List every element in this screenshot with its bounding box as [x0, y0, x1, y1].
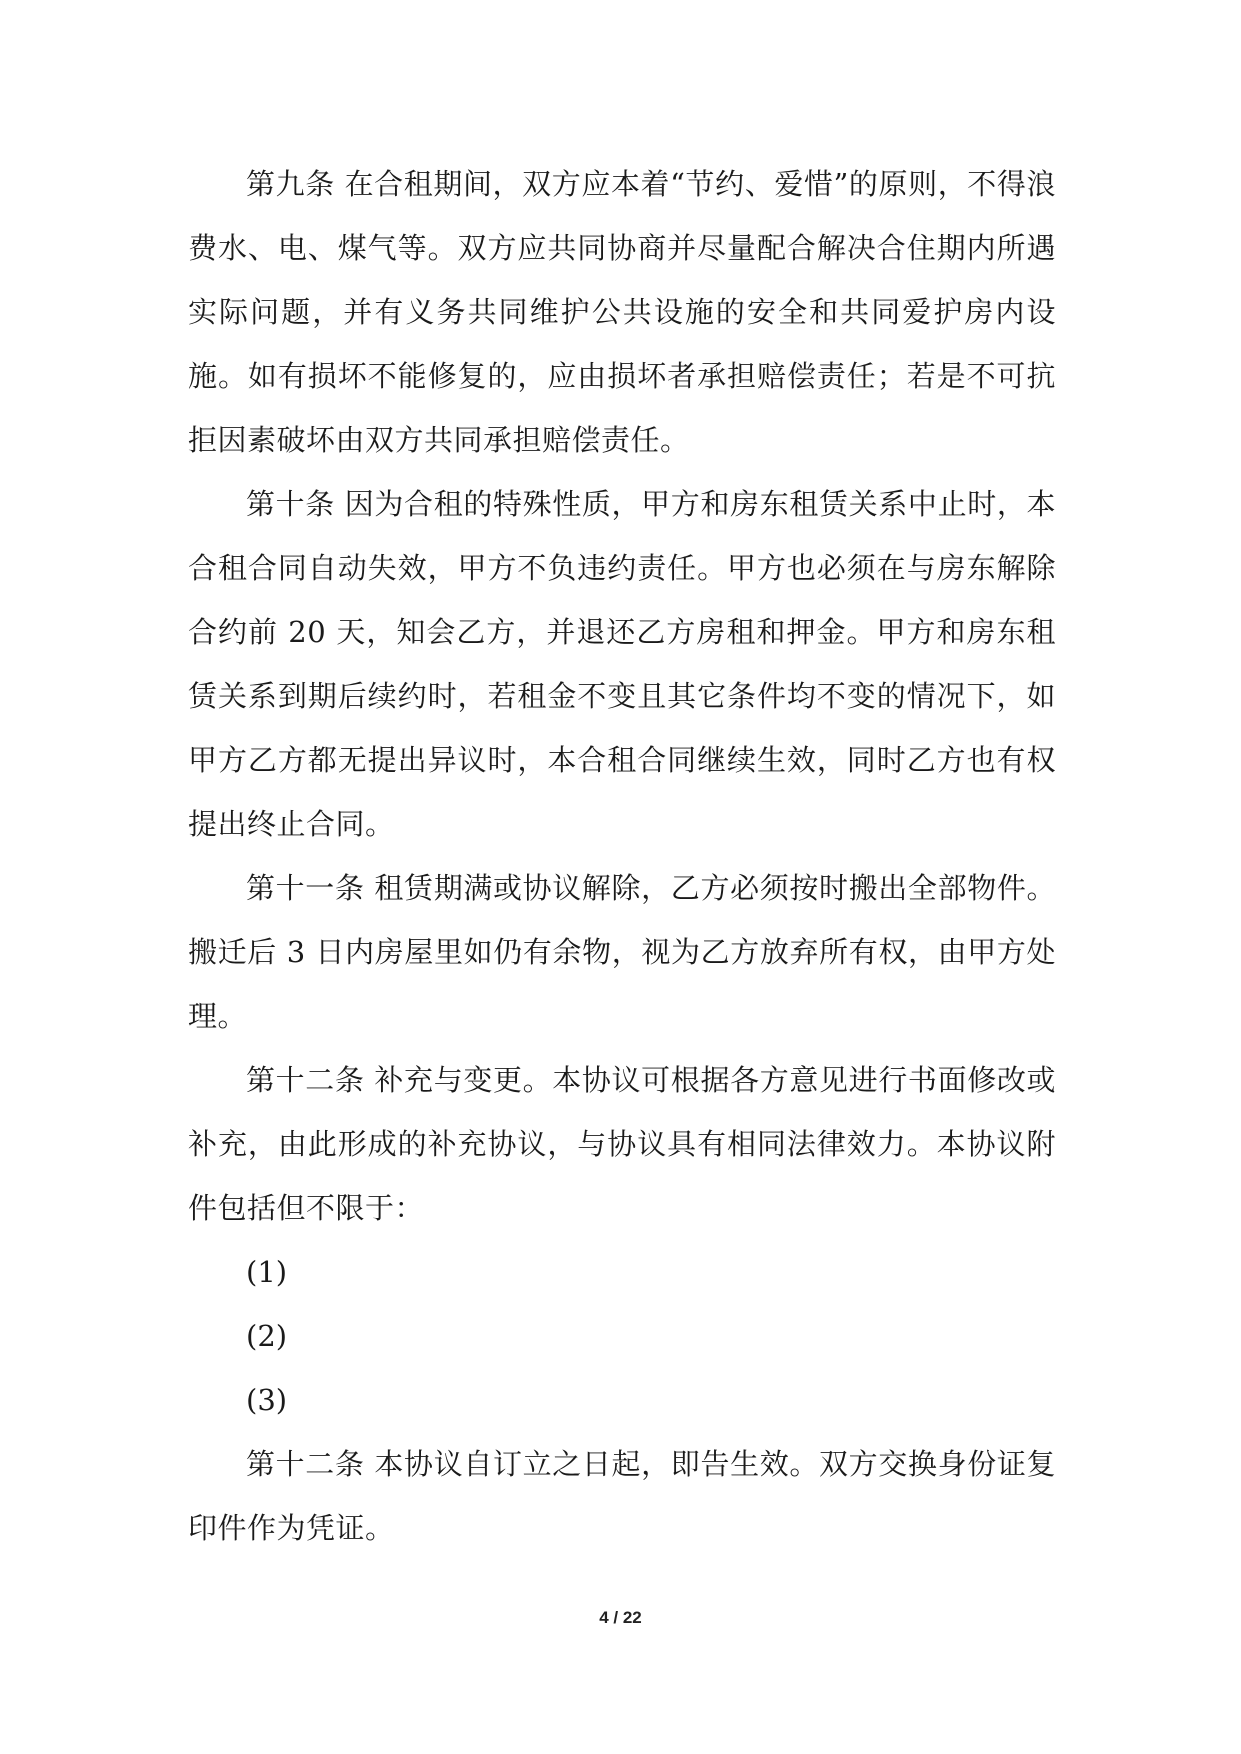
attachment-item-3: (3): [246, 1383, 288, 1417]
attachment-item-2: (2): [246, 1319, 288, 1353]
clause-9: 第九条 在合租期间，双方应本着“节约、爱惜”的原则，不得浪费水、电、煤气等。双方应共同协商并尽量配合解决合住期内所遇实际问题，并有义务共同维护公共设施的安全和共同爱护房内设施。如有损坏不能修复的，应由损坏者承担赔偿责任；若是不可抗拒因素破坏由双方共同承担赔偿责任。: [188, 167, 1056, 457]
clause-10: 第十条 因为合租的特殊性质，甲方和房东租赁关系中止时，本合租合同自动失效，甲方不负违约责任。甲方也必须在与房东解除合约前 20 天，知会乙方，并退还乙方房租和押金。甲方和房东租赁关系到期后续约时，若租金不变且其它条件均不变的情况下，如甲方乙方都无提出异议时，本合租合同继续生效，同时乙方也有权提出终止合同。: [188, 487, 1056, 841]
clause-11: 第十一条 租赁期满或协议解除，乙方必须按时搬出全部物件。搬迁后 3 日内房屋里如仍有余物，视为乙方放弃所有权，由甲方处理。: [188, 871, 1056, 1033]
clause-12-amendment: 第十二条 补充与变更。本协议可根据各方意见进行书面修改或补充，由此形成的补充协议，与协议具有相同法律效力。本协议附件包括但不限于：: [188, 1063, 1056, 1225]
attachment-item-1: (1): [246, 1255, 288, 1289]
clause-12-effective: 第十二条 本协议自订立之日起，即告生效。双方交换身份证复印件作为凭证。: [188, 1447, 1056, 1545]
document-body: [188, 152, 1056, 1560]
page-number: 4 / 22: [599, 1608, 642, 1627]
